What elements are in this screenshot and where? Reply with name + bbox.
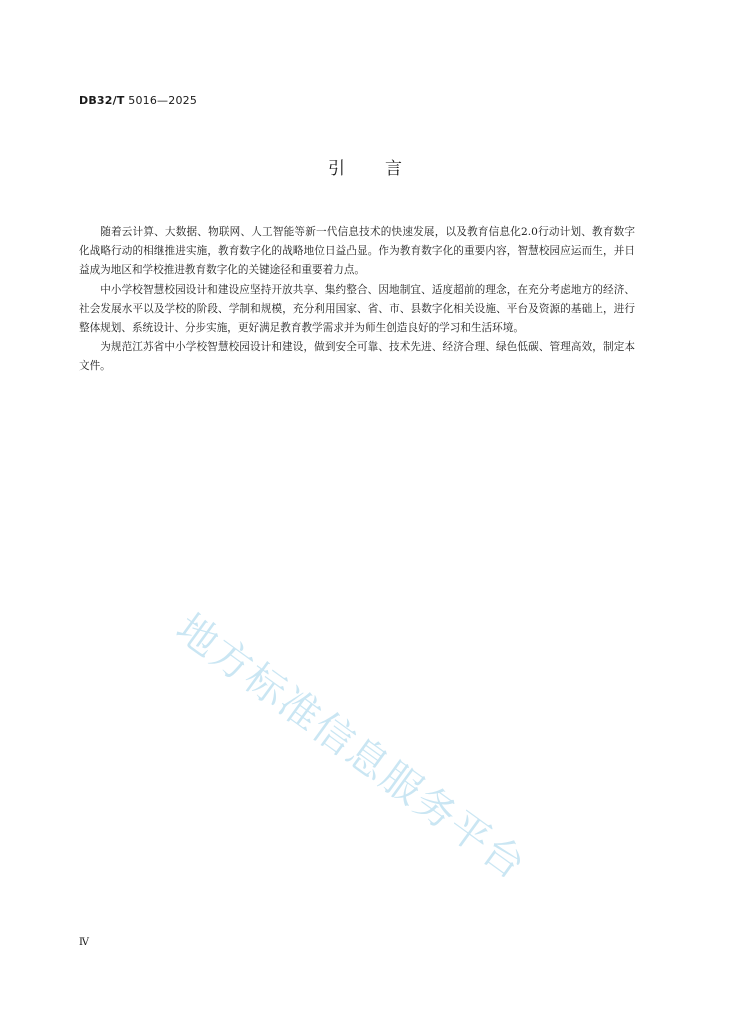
document-code-prefix: DB32/T [79, 94, 125, 107]
document-code [79, 94, 197, 107]
paragraph-1: 随着云计算、大数据、物联网、人工智能等新一代信息技术的快速发展，以及教育信息化2.0行动计划、教育数字化战略行动的相继推进实施，教育数字化的战略地位日益凸显。作为教育数字化的重要内容，智慧校园应运而生，并日益成为地区和学校推进教育数字化的关键途径和重要着力点。 [79, 226, 635, 277]
watermark: 地方标准信息服务平台 [167, 605, 535, 890]
paragraph-2: 中小学校智慧校园设计和建设应坚持开放共享、集约整合、因地制宜、适度超前的理念，在充分考虑地方的经济、社会发展水平以及学校的阶段、学制和规模，充分利用国家、省、市、县数字化相关设施、平台及资源的基础上，进行整体规划、系统设计、分步实施，更好满足教育教学需求并为师生创造良好的学习和生活环境。 [79, 283, 635, 335]
page-title: 引言 [328, 159, 442, 179]
introduction-body [79, 223, 635, 377]
paragraph-3: 为规范江苏省中小学校智慧校园设计和建设，做到安全可靠、技术先进、经济合理、绿色低碳、管理高效，制定本文件。 [79, 341, 635, 373]
page-number: Ⅳ [79, 937, 89, 948]
document-code-number: 5016—2025 [128, 94, 198, 107]
